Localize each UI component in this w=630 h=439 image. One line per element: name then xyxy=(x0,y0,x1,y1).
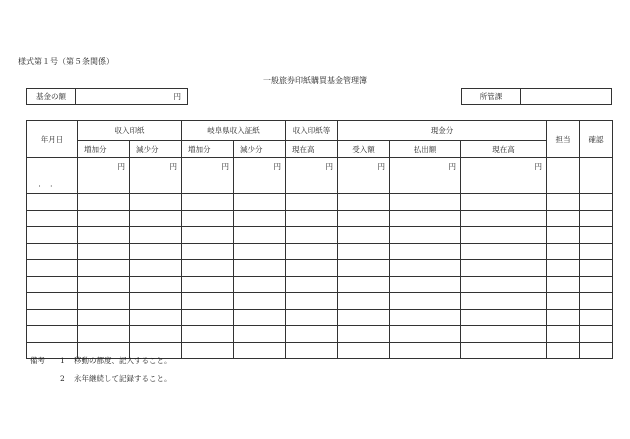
department-label: 所管課 xyxy=(462,89,521,104)
yen-cell[interactable]: 円 xyxy=(78,158,130,194)
date-header: 年月日 xyxy=(27,121,78,158)
stamp-decrease-header: 減少分 xyxy=(130,141,182,158)
notes-section xyxy=(30,352,172,388)
ledger-cell[interactable] xyxy=(78,227,130,244)
table-row xyxy=(27,260,613,277)
ledger-cell[interactable] xyxy=(580,293,613,310)
ledger-cell[interactable] xyxy=(580,210,613,227)
ledger-cell[interactable] xyxy=(547,326,580,343)
received-header: 受入額 xyxy=(338,141,390,158)
ledger-cell[interactable] xyxy=(547,227,580,244)
fund-amount-field[interactable] xyxy=(76,89,187,104)
ledger-cell[interactable] xyxy=(78,243,130,260)
table-row xyxy=(27,326,613,343)
document-title: 一般旅券印紙購買基金管理簿 xyxy=(263,76,367,85)
ledger-cell[interactable] xyxy=(461,210,547,227)
ledger-cell[interactable] xyxy=(286,260,338,277)
ledger-cell[interactable] xyxy=(580,326,613,343)
ledger-cell[interactable] xyxy=(390,342,461,359)
ledger-cell[interactable] xyxy=(286,243,338,260)
cash-header: 現金分 xyxy=(338,121,547,141)
department-field[interactable] xyxy=(521,89,611,104)
ledger-cell[interactable] xyxy=(338,260,390,277)
ledger-cell[interactable] xyxy=(130,260,182,277)
pref-cert-header: 岐阜県収入証紙 xyxy=(182,121,286,141)
note-item xyxy=(30,370,172,388)
ledger-cell[interactable] xyxy=(461,342,547,359)
balance-header: 現在高 xyxy=(286,141,338,158)
ledger-cell[interactable] xyxy=(78,293,130,310)
cert-increase-header: 増加分 xyxy=(182,141,234,158)
ledger-cell[interactable] xyxy=(78,210,130,227)
ledger-cell[interactable] xyxy=(580,227,613,244)
ledger-cell[interactable] xyxy=(461,227,547,244)
header-row-1 xyxy=(27,121,613,141)
ledger-cell[interactable] xyxy=(182,210,234,227)
ledger-cell[interactable] xyxy=(390,227,461,244)
ledger-cell[interactable] xyxy=(234,293,286,310)
table-row xyxy=(27,227,613,244)
ledger-cell[interactable] xyxy=(390,210,461,227)
ledger-cell[interactable] xyxy=(130,194,182,211)
ledger-cell[interactable] xyxy=(234,194,286,211)
ledger-cell[interactable] xyxy=(130,309,182,326)
yen-cell[interactable]: 円 xyxy=(461,158,547,194)
ledger-cell[interactable] xyxy=(182,293,234,310)
ledger-cell[interactable] xyxy=(182,342,234,359)
ledger-cell[interactable] xyxy=(130,210,182,227)
ledger-cell[interactable] xyxy=(461,194,547,211)
ledger-cell[interactable] xyxy=(390,293,461,310)
stamp-increase-header: 増加分 xyxy=(78,141,130,158)
ledger-cell[interactable] xyxy=(547,342,580,359)
cert-decrease-header: 減少分 xyxy=(234,141,286,158)
ledger-cell[interactable] xyxy=(286,293,338,310)
ledger-cell[interactable] xyxy=(580,260,613,277)
date-cell[interactable]: ．． xyxy=(27,158,78,194)
ledger-cell[interactable] xyxy=(234,260,286,277)
ledger-cell[interactable] xyxy=(461,309,547,326)
charge-cell[interactable] xyxy=(547,158,580,194)
note-number: 2 xyxy=(60,374,65,383)
ledger-cell[interactable] xyxy=(580,342,613,359)
ledger-cell[interactable] xyxy=(580,194,613,211)
ledger-cell[interactable] xyxy=(182,260,234,277)
note-number: 1 xyxy=(60,356,65,365)
ledger-cell[interactable] xyxy=(78,260,130,277)
ledger-cell[interactable] xyxy=(547,276,580,293)
ledger-cell[interactable] xyxy=(130,276,182,293)
ledger-cell[interactable] xyxy=(338,326,390,343)
ledger-cell[interactable] xyxy=(27,260,78,277)
ledger-cell[interactable] xyxy=(27,243,78,260)
form-number-label: 様式第１号（第５条関係） xyxy=(18,57,114,66)
paid-header: 払出額 xyxy=(390,141,461,158)
ledger-cell[interactable] xyxy=(390,309,461,326)
ledger-cell[interactable] xyxy=(78,326,130,343)
ledger-cell[interactable] xyxy=(78,194,130,211)
ledger-cell[interactable] xyxy=(390,194,461,211)
ledger-cell[interactable] xyxy=(547,243,580,260)
ledger-cell[interactable] xyxy=(580,243,613,260)
ledger-cell[interactable] xyxy=(27,210,78,227)
ledger-cell[interactable] xyxy=(286,227,338,244)
ledger-cell[interactable] xyxy=(234,326,286,343)
ledger-cell[interactable] xyxy=(461,243,547,260)
ledger-cell[interactable] xyxy=(547,260,580,277)
ledger-cell[interactable] xyxy=(338,309,390,326)
ledger-cell[interactable] xyxy=(182,326,234,343)
ledger-table xyxy=(26,120,613,359)
ledger-cell[interactable] xyxy=(130,293,182,310)
ledger-cell[interactable] xyxy=(78,276,130,293)
ledger-cell[interactable] xyxy=(338,293,390,310)
ledger-cell[interactable] xyxy=(580,276,613,293)
ledger-cell[interactable] xyxy=(234,243,286,260)
charge-header: 担当 xyxy=(547,121,580,158)
ledger-cell[interactable] xyxy=(461,326,547,343)
ledger-cell[interactable] xyxy=(461,276,547,293)
table-row xyxy=(27,194,613,211)
ledger-cell[interactable] xyxy=(286,342,338,359)
stamp-header: 収入印紙 xyxy=(78,121,182,141)
table-row xyxy=(27,243,613,260)
ledger-cell[interactable] xyxy=(461,260,547,277)
yen-cell[interactable]: 円 xyxy=(182,158,234,194)
ledger-cell[interactable] xyxy=(27,194,78,211)
ledger-cell[interactable] xyxy=(390,276,461,293)
department-box xyxy=(461,88,612,105)
empty-rows xyxy=(27,194,613,359)
ledger-cell[interactable] xyxy=(286,210,338,227)
table-row xyxy=(27,293,613,310)
ledger-cell[interactable] xyxy=(338,243,390,260)
fund-amount-box xyxy=(26,88,188,105)
ledger-cell[interactable] xyxy=(78,309,130,326)
ledger-cell[interactable] xyxy=(27,276,78,293)
ledger-cell[interactable] xyxy=(547,210,580,227)
table-row xyxy=(27,158,613,194)
note-text: 永年継続して記録すること。 xyxy=(74,374,172,383)
ledger-cell[interactable] xyxy=(182,227,234,244)
ledger-cell[interactable] xyxy=(338,210,390,227)
ledger-cell[interactable] xyxy=(547,194,580,211)
ledger-cell[interactable] xyxy=(130,326,182,343)
yen-cell[interactable]: 円 xyxy=(390,158,461,194)
cash-balance-header: 現在高 xyxy=(461,141,547,158)
ledger-cell[interactable] xyxy=(27,326,78,343)
ledger-cell[interactable] xyxy=(27,309,78,326)
note-text: 移動の都度、記入すること。 xyxy=(74,356,172,365)
ledger-cell[interactable] xyxy=(461,293,547,310)
ledger-cell[interactable] xyxy=(182,276,234,293)
yen-cell[interactable]: 円 xyxy=(130,158,182,194)
ledger-cell[interactable] xyxy=(390,326,461,343)
ledger-cell[interactable] xyxy=(182,243,234,260)
ledger-cell[interactable] xyxy=(338,227,390,244)
ledger-cell[interactable] xyxy=(234,227,286,244)
yen-cell[interactable]: 円 xyxy=(286,158,338,194)
ledger-cell[interactable] xyxy=(27,227,78,244)
table-row xyxy=(27,309,613,326)
ledger-cell[interactable] xyxy=(390,260,461,277)
table-row xyxy=(27,276,613,293)
ledger-cell[interactable] xyxy=(234,309,286,326)
ledger-cell[interactable] xyxy=(547,293,580,310)
ledger-cell[interactable] xyxy=(130,243,182,260)
ledger-cell[interactable] xyxy=(286,276,338,293)
header-row-2 xyxy=(27,141,613,158)
ledger-cell[interactable] xyxy=(27,293,78,310)
ledger-cell[interactable] xyxy=(234,342,286,359)
ledger-cell[interactable] xyxy=(580,309,613,326)
ledger-cell[interactable] xyxy=(286,326,338,343)
fund-amount-unit: 円 xyxy=(173,92,181,101)
ledger-cell[interactable] xyxy=(547,309,580,326)
ledger-cell[interactable] xyxy=(390,243,461,260)
ledger-cell[interactable] xyxy=(338,194,390,211)
table-row xyxy=(27,210,613,227)
ledger-cell[interactable] xyxy=(234,210,286,227)
confirm-header: 確認 xyxy=(580,121,613,158)
ledger-cell[interactable] xyxy=(234,276,286,293)
notes-heading: 備考 xyxy=(30,356,45,365)
ledger-cell[interactable] xyxy=(130,227,182,244)
ledger-cell[interactable] xyxy=(338,276,390,293)
fund-amount-label: 基金の額 xyxy=(27,89,76,104)
confirm-cell[interactable] xyxy=(580,158,613,194)
ledger-cell[interactable] xyxy=(182,309,234,326)
ledger-cell[interactable] xyxy=(286,309,338,326)
stamps-etc-header: 収入印紙等 xyxy=(286,121,338,141)
ledger-cell[interactable] xyxy=(182,194,234,211)
ledger-cell[interactable] xyxy=(338,342,390,359)
note-item xyxy=(30,352,172,370)
ledger-cell[interactable] xyxy=(286,194,338,211)
yen-cell[interactable]: 円 xyxy=(338,158,390,194)
yen-cell[interactable]: 円 xyxy=(234,158,286,194)
